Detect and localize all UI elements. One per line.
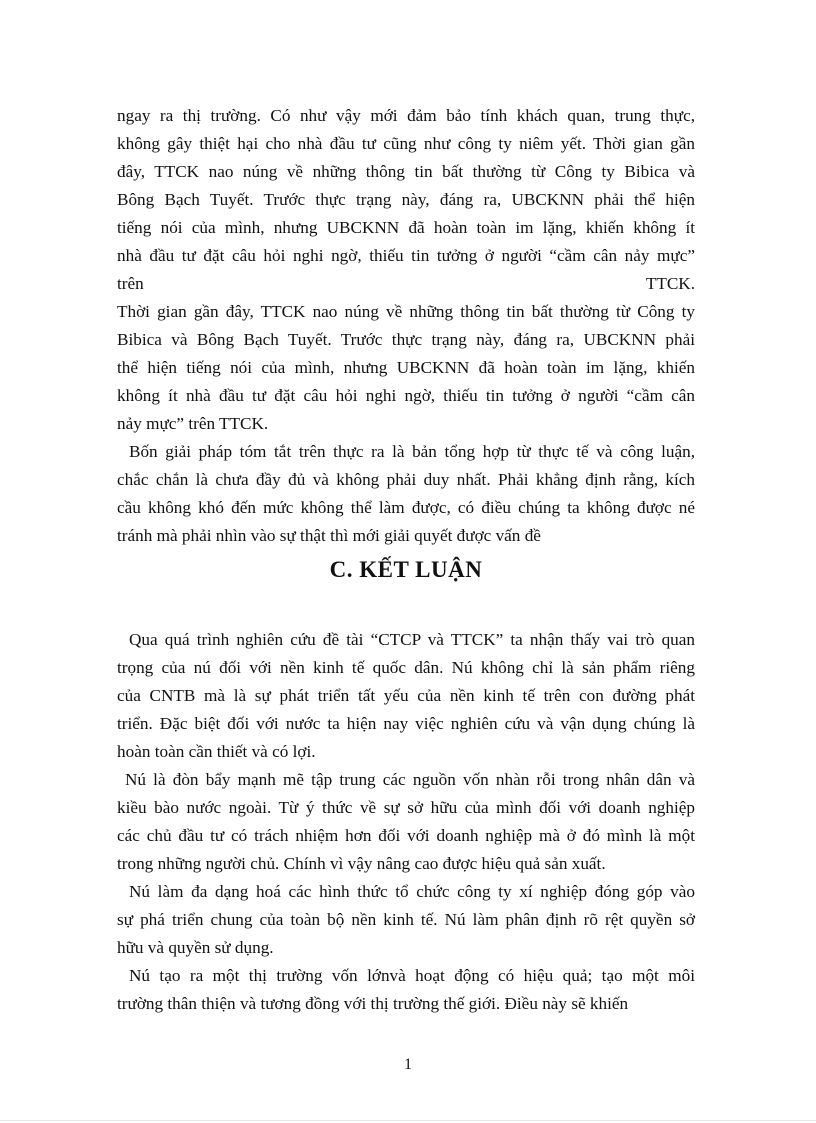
text-line: sự phá triển chung của toàn bộ nền kinh tế. Nú làm phân định rõ rệt quyền sở	[117, 910, 695, 929]
text-line: nảy mực” trên TTCK.	[117, 414, 269, 433]
text-line: của CNTB mà là sự phát triển tất yếu của nền kinh tế trên con đường phát	[117, 686, 695, 705]
paragraph	[117, 878, 695, 962]
page-number: 1	[404, 1056, 412, 1073]
text-line: Nú làm đa dạng hoá các hình thức tổ chức công ty xí nghiệp đóng góp vào	[129, 882, 695, 901]
document-body	[117, 102, 695, 1018]
text-line: Qua quá trình nghiên cứu đề tài “CTCP và TTCK” ta nhận thấy vai trò quan	[129, 630, 695, 649]
paragraph	[117, 766, 695, 878]
text-line: Bốn giải pháp tóm tắt trên thực ra là bản tổng hợp từ thực tế và công luận,	[129, 442, 695, 461]
text-line: cầu không khó đến mức không thể làm được, có điều chúng ta không được né	[117, 498, 695, 517]
text-line: tiếng nói của mình, nhưng UBCKNN đã hoàn toàn im lặng, khiến không ít	[117, 218, 695, 237]
text-line: trên TTCK.	[117, 274, 695, 293]
paragraph	[117, 438, 695, 550]
text-line: không ít nhà đầu tư đặt câu hỏi nghi ngờ, thiếu tin tưởng ở người “cầm cân	[117, 386, 695, 405]
paragraph	[117, 102, 695, 298]
paragraph	[117, 626, 695, 766]
page-bottom-divider	[0, 1120, 816, 1121]
text-line: hoàn toàn cần thiết và có lợi.	[117, 742, 316, 761]
section-heading: C. KẾT LUẬN	[329, 557, 483, 582]
text-line: kiều bào nước ngoài. Từ ý thức về sự sở hữu của mình đối với doanh nghiệp	[117, 798, 695, 817]
text-line: Nú là đòn bẩy mạnh mẽ tập trung các nguồn vốn nhàn rỗi trong nhân dân và	[125, 770, 695, 789]
text-line: trọng của nú đối với nền kinh tế quốc dân. Nú không chỉ là sản phẩm riêng	[117, 658, 695, 677]
text-line: Thời gian gần đây, TTCK nao núng về những thông tin bất thường từ Công ty	[117, 302, 695, 321]
text-line: đây, TTCK nao núng về những thông tin bất thường từ Công ty Bibica và	[117, 162, 695, 181]
text-line: nhà đầu tư đặt câu hỏi nghi ngờ, thiếu tin tưởng ở người “cầm cân nảy mực”	[117, 246, 695, 265]
text-line: Bông Bạch Tuyết. Trước thực trạng này, đáng ra, UBCKNN phải thể hiện	[117, 190, 695, 209]
text-line: ngay ra thị trường. Có như vậy mới đảm bảo tính khách quan, trung thực,	[117, 106, 695, 125]
paragraph	[117, 298, 695, 438]
text-line: không gây thiệt hại cho nhà đầu tư cũng như công ty niêm yết. Thời gian gần	[117, 134, 695, 153]
text-line: trong những người chủ. Chính vì vậy nâng cao được hiệu quả sản xuất.	[117, 854, 606, 873]
paragraph	[117, 962, 695, 1018]
text-line: thể hiện tiếng nói của mình, nhưng UBCKNN đã hoàn toàn im lặng, khiến	[117, 358, 695, 377]
text-line: hữu và quyền sử dụng.	[117, 938, 274, 957]
spacer	[117, 590, 695, 626]
text-line: Nú tạo ra một thị trường vốn lớnvà hoạt động có hiệu quả; tạo một môi	[129, 966, 695, 985]
text-line: trường thân thiện và tương đồng với thị trường thế giới. Điều này sẽ khiến	[117, 994, 629, 1013]
text-line: Bibica và Bông Bạch Tuyết. Trước thực trạng này, đáng ra, UBCKNN phải	[117, 330, 695, 349]
text-line: các chủ đầu tư có trách nhiệm hơn đối với doanh nghiệp mà ở đó mình là một	[117, 826, 695, 845]
text-line: triển. Đặc biệt đối với nước ta hiện nay việc nghiên cứu và vận dụng chúng là	[117, 714, 695, 733]
text-line: tránh mà phải nhìn vào sự thật thì mới giải quyết được vấn đề	[117, 526, 541, 545]
text-line: chắc chắn là chưa đầy đủ và không phải duy nhất. Phải khẳng định rằng, kích	[117, 470, 695, 489]
